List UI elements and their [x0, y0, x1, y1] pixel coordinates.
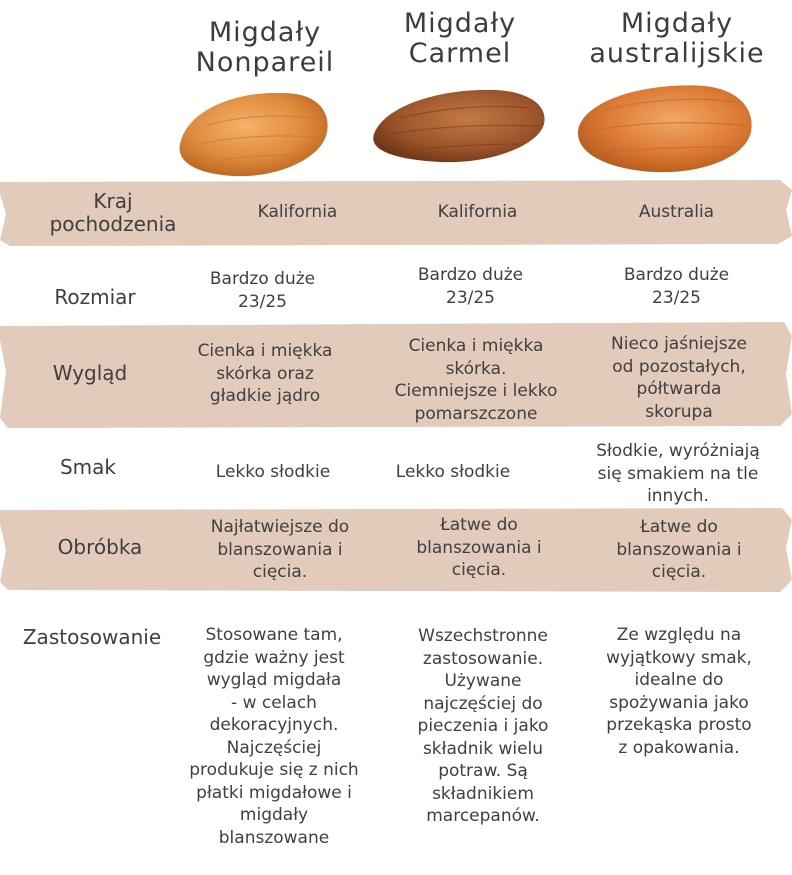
cell-size-australian: Bardzo duże 23/25	[623, 265, 730, 308]
cell-taste-nonpareil: Lekko słodkie	[215, 462, 331, 482]
cell-origin-carmel: Kalifornia	[437, 202, 518, 222]
cell-size-nonpareil: Bardzo duże 23/25	[209, 269, 316, 312]
cell-taste-australian: Słodkie, wyróżniają się smakiem na tle innych.	[596, 441, 760, 506]
cell-usage-nonpareil: Stosowane tam, gdzie ważny jest wygląd migdała - w celach dekoracyjnych. Najczęściej produkuje się z nich płatki migdałowe i migdały blanszowane	[189, 625, 359, 848]
cell-size-carmel: Bardzo duże 23/25	[417, 265, 524, 308]
column-title-carmel: Migdały Carmel	[403, 8, 517, 69]
cell-processing-australian: Łatwe do blanszowania i cięcia.	[616, 517, 742, 582]
cell-origin-australian: Australia	[638, 202, 715, 222]
column-title-australian: Migdały australijskie	[589, 8, 765, 69]
row-label-origin: Kraj pochodzenia	[49, 189, 177, 236]
cell-origin-nonpareil: Kalifornia	[257, 202, 338, 222]
row-label-processing: Obróbka	[57, 535, 143, 559]
row-label-look: Wygląd	[52, 361, 128, 385]
cell-look-carmel: Cienka i miękka skórka. Ciemniejsze i lekko pomarszczone	[394, 336, 558, 424]
australian-almond-icon	[575, 80, 755, 176]
carmel-almond-icon	[370, 84, 550, 166]
cell-processing-nonpareil: Najłatwiejsze do blanszowania i cięcia.	[210, 517, 350, 582]
cell-usage-australian: Ze względu na wyjątkowy smak, idealne do spożywania jako przekąska prosto z opakowania.	[606, 625, 752, 758]
nonpareil-almond-icon	[176, 86, 332, 181]
row-label-usage: Zastosowanie	[22, 625, 162, 649]
cell-look-nonpareil: Cienka i miękka skórka oraz gładkie jądro	[197, 341, 333, 406]
cell-usage-carmel: Wszechstronne zastosowanie. Używane najczęściej do pieczenia i jako składnik wielu potraw. Są składnikiem marcepanów.	[417, 626, 549, 826]
cell-look-australian: Nieco jaśniejsze od pozostałych, półtwarda skorupa	[611, 334, 747, 422]
cell-taste-carmel: Lekko słodkie	[395, 462, 511, 482]
row-label-size: Rozmiar	[54, 285, 136, 309]
cell-processing-carmel: Łatwe do blanszowania i cięcia.	[416, 515, 542, 580]
column-title-nonpareil: Migdały Nonpareil	[195, 17, 335, 78]
row-label-taste: Smak	[59, 455, 116, 479]
